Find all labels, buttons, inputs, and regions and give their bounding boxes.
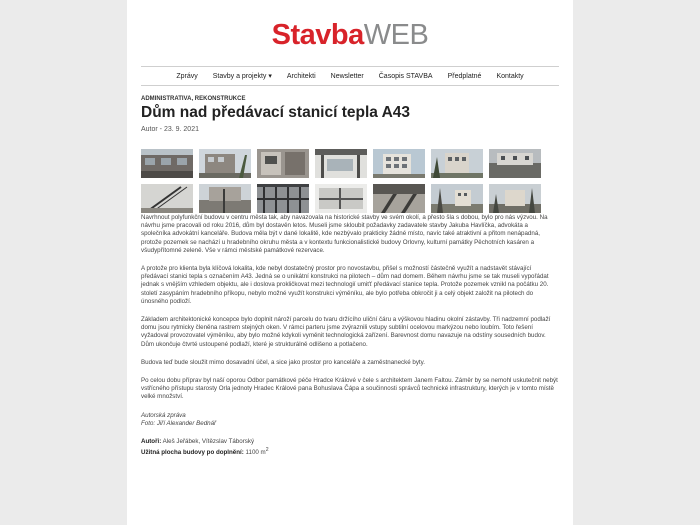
photo-credit: Foto: Jiří Alexander Bednář xyxy=(141,419,217,427)
photo-gallery xyxy=(141,149,559,213)
main-navigation xyxy=(141,66,559,86)
gallery-thumb[interactable] xyxy=(141,184,193,213)
article-content xyxy=(141,214,559,468)
nav-item-predplatne[interactable]: Předplatné xyxy=(447,72,482,80)
nav-item-zpravy[interactable]: Zprávy xyxy=(176,72,198,80)
nav-item-stavby[interactable]: Stavby a projekty ▾ xyxy=(212,73,272,80)
gallery-thumb[interactable] xyxy=(431,184,483,213)
gallery-thumb[interactable] xyxy=(199,149,251,178)
gallery-thumb[interactable] xyxy=(315,149,367,178)
nav-item-architekti[interactable]: Architekti xyxy=(286,72,316,80)
page xyxy=(127,0,573,525)
article-title: Dům nad předávací stanicí tepla A43 xyxy=(141,104,411,121)
gallery-thumb[interactable] xyxy=(431,149,483,178)
paragraph: A protože pro klienta byla klíčová lokalita, kde nebyl dostatečný prostor pro novostavbu, přišel s možností částečně využít a nadstavět stávající předávací stanici tepla s označením A43. Jedná se o unikátní konstrukci na pilotech – dům nad domem. Během návrhu jsme se tak museli vypořádat jednak s vnějším vzhledem objektu, ale i doslova prokličkovat mezi technologií umiťť předávací stanice tepla. Protože pozemek vznikl na počátku 20. století zasypáním hradebního příkopu, nebylo možné využít konstrukci výměníku, ale bylo potřeba obkročit ji a celý objekt založit na pilotech do únosného podloží. xyxy=(141,265,549,305)
article-source-block xyxy=(141,412,559,428)
gallery-thumb[interactable] xyxy=(373,184,425,213)
gallery-thumb[interactable] xyxy=(141,149,193,178)
area-value: 1100 m xyxy=(245,449,266,457)
article-category[interactable]: ADMINISTRATIVA, REKONSTRUKCE xyxy=(141,96,246,102)
gallery-thumb[interactable] xyxy=(257,184,309,213)
authors-label: Autoři: xyxy=(141,438,162,446)
paragraph: Navrhnout polyfunkční budovu v centru města tak, aby navazovala na historické stavby ve svém okolí, a přesto šla s dobou, bylo pro nás výzvou. Na návrhu jsme pracovali od roku 2016, dům byl dostavěn letos. Museli jsme skloubit požadavky zadavatele stavby Jakuba Havlíčka, advokáta a společníka advokátní kanceláře. Budova měla být v dané lokalitě, kde nezbývalo prakticky žádné místo, navíc také atraktivní a přitom nenápadná, protože pozemek se nachází u hradebního okruhu města a v kontextu funkcionalistické budovy Orlovny, kulturní památky Pěchotních kasáren a všudypřítomné zeleně. Vše v rámci městské památkové rezervace. xyxy=(141,214,548,254)
gallery-thumb[interactable] xyxy=(199,184,251,213)
logo[interactable] xyxy=(127,18,573,52)
nav-item-kontakty[interactable]: Kontakty xyxy=(496,72,524,80)
logo-part-web[interactable]: WEB xyxy=(363,19,429,51)
area-unit-sup: 2 xyxy=(265,447,269,454)
nav-item-casopis[interactable]: Časopis STAVBA xyxy=(378,72,433,80)
area-label: Užitná plocha budovy po doplnění: xyxy=(141,449,244,457)
article-meta: Autor - 23. 9. 2021 xyxy=(141,126,199,133)
gallery-thumb[interactable] xyxy=(257,149,309,178)
logo-part-stavba[interactable]: Stavba xyxy=(271,19,364,51)
nav-item-newsletter[interactable]: Newsletter xyxy=(330,72,364,80)
gallery-thumb[interactable] xyxy=(489,184,541,213)
gallery-thumb[interactable] xyxy=(489,149,541,178)
paragraph: Budova teď bude sloužit mimo dosavadní účel, a sice jako prostor pro kanceláře a zaměstnanecké byty. xyxy=(141,358,425,366)
paragraph: Základem architektonické koncepce bylo doplnit nároží parcelu do tvaru držícího uliční čáru a výškovou hladinu okolní zástavby. Tři nadzemní podlaží domu jsou rytmicky členěna rastrem stejných oken. V rámci parteru jsme zvýraznili vstupy subtilní ocelovou markýzou nebo loubím. Toto řešení vyžadoval provozovatel výměníku, aby bylo možné kdykoli vyměnit technologická zařízení. Barevnost domu navazuje na odstíny sousedních budov. Dům ukončuje čtvrté ustoupené podlaží, které je strukturálně odlišeno a potlačeno. xyxy=(141,316,551,348)
gallery-thumb[interactable] xyxy=(373,149,425,178)
article-source: Autorská zpráva xyxy=(141,411,186,419)
paragraph: Po celou dobu příprav byl naší oporou Odbor památkové péče Hradce Králové v čele s architektem Janem Faltou. Záměr by se nemohl uskutečnit nebýt vstřícného přístupu starosty Orla jednoty Hradec Králové pana Bohuslava Čápa a součinnosti správců technické infrastruktury, kterých je v tomto místě velké množství. xyxy=(141,377,558,401)
authors-value: Aleš Jeřábek, Vítězslav Táborský xyxy=(162,438,255,446)
credits xyxy=(141,438,559,457)
gallery-thumb[interactable] xyxy=(315,184,367,213)
